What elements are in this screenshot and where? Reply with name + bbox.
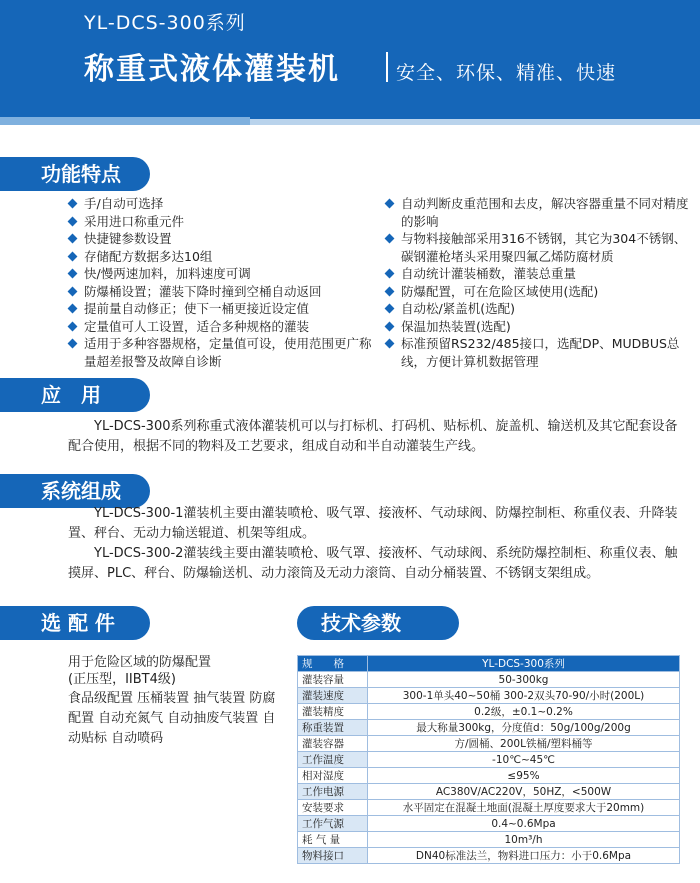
diamond-bullet-icon (68, 251, 78, 261)
feature-text: 自动松/紧盖机(选配) (401, 301, 515, 316)
accessory-line-2: (正压型，IIBT4级) (68, 672, 176, 687)
diamond-bullet-icon (385, 286, 395, 296)
feature-item (68, 230, 373, 248)
spec-row (298, 800, 680, 816)
feature-item (385, 318, 690, 336)
feature-text: 防爆桶设置；灌装下降时撞到空桶自动返回 (84, 283, 322, 299)
feature-list-left (68, 195, 373, 370)
spec-key: 灌装速度 (298, 688, 368, 704)
product-title: 称重式液体灌装机 (84, 52, 340, 87)
diamond-bullet-icon (68, 199, 78, 209)
header-stripe-dark (0, 117, 250, 125)
spec-value: 300-1单头40~50桶 300-2双头70-90/小时(200L) (368, 688, 680, 704)
feature-text: 采用进口称重元件 (84, 213, 185, 229)
spec-key: 灌装容器 (298, 736, 368, 752)
diamond-bullet-icon (385, 269, 395, 279)
spec-row (298, 672, 680, 688)
spec-value: 0.2级，±0.1~0.2% (368, 704, 680, 720)
spec-row (298, 688, 680, 704)
feature-list-right (385, 195, 690, 370)
spec-row (298, 768, 680, 784)
header-banner (0, 0, 700, 121)
spec-key: 称重装置 (298, 720, 368, 736)
feature-item (68, 213, 373, 231)
feature-item (68, 248, 373, 266)
spec-row (298, 784, 680, 800)
feature-text: 手/自动可选择 (84, 196, 164, 211)
feature-item (385, 230, 690, 265)
feature-item (68, 318, 373, 336)
section-title: 系统组成 (41, 479, 121, 503)
feature-item (68, 335, 373, 370)
diamond-bullet-icon (385, 339, 395, 349)
spec-key: 工作气源 (298, 816, 368, 832)
feature-text: 自动判断皮重范围和去皮，解决容器重量不同对精度的影响 (401, 196, 689, 229)
section-title: 技术参数 (321, 611, 401, 635)
spec-key: 耗 气 量 (298, 832, 368, 848)
diamond-bullet-icon (68, 216, 78, 226)
spec-key: 安装要求 (298, 800, 368, 816)
spec-header-value: YL-DCS-300系列 (368, 656, 680, 672)
feature-item (68, 195, 373, 213)
feature-text: 适用于多种容器规格，定量值可设，使用范围更广称量超差报警及故障自诊断 (84, 336, 372, 369)
series-title: YL-DCS-300系列 (84, 12, 246, 34)
feature-text: 保温加热装置(选配) (401, 318, 511, 334)
feature-text: 定量值可人工设置，适合多种规格的灌装 (84, 318, 310, 334)
spec-value: ≤95% (368, 768, 680, 784)
section-title: 应 用 (41, 383, 101, 407)
feature-item (385, 195, 690, 230)
spec-value: 50-300kg (368, 672, 680, 688)
accessory-line-3: 食品级配置 压桶装置 抽气装置 防腐配置 自动充氮气 自动抽废气装置 自动贴标 自动喷码 (68, 691, 276, 746)
feature-item (385, 265, 690, 283)
spec-key: 工作温度 (298, 752, 368, 768)
section-heading-accessories (0, 606, 150, 640)
diamond-bullet-icon (68, 286, 78, 296)
diamond-bullet-icon (385, 199, 395, 209)
spec-value: 最大称量300kg，分度值d：50g/100g/200g (368, 720, 680, 736)
spec-value: 水平固定在混凝土地面(混凝土厚度要求大于20mm) (368, 800, 680, 816)
system-paragraph-1: YL-DCS-300-1灌装机主要由灌装喷枪、吸气罩、接液杯、气动球阀、防爆控制柜、称重仪表、升降装置、秤台、无动力输送辊道、机架等组成。 (68, 506, 678, 541)
spec-row (298, 736, 680, 752)
spec-header-key: 规 格 (298, 656, 368, 672)
spec-value: -10℃~45℃ (368, 752, 680, 768)
application-text: YL-DCS-300系列称重式液体灌装机可以与打标机、打码机、贴标机、旋盖机、输送机及其它配套设备配合使用，根据不同的物料及工艺要求，组成自动和半自动灌装生产线。 (68, 419, 678, 454)
diamond-bullet-icon (385, 304, 395, 314)
spec-row (298, 720, 680, 736)
section-title: 选 配 件 (41, 611, 115, 635)
section-heading-specs (297, 606, 459, 640)
accessory-line-1: 用于危险区域的防爆配置 (68, 655, 212, 670)
diamond-bullet-icon (68, 321, 78, 331)
spec-row (298, 848, 680, 864)
spec-key: 物料接口 (298, 848, 368, 864)
feature-item (68, 265, 373, 283)
spec-table (297, 655, 680, 864)
spec-row (298, 832, 680, 848)
feature-item (68, 300, 373, 318)
section-heading-application (0, 378, 150, 412)
spec-key: 灌装精度 (298, 704, 368, 720)
spec-value: AC380V/AC220V，50HZ，<500W (368, 784, 680, 800)
spec-row (298, 704, 680, 720)
diamond-bullet-icon (68, 234, 78, 244)
feature-text: 自动统计灌装桶数，灌装总重量 (401, 266, 577, 281)
spec-value: 方/圆桶、200L铁桶/塑料桶等 (368, 736, 680, 752)
spec-key: 工作电源 (298, 784, 368, 800)
feature-item (385, 335, 690, 370)
diamond-bullet-icon (385, 321, 395, 331)
feature-text: 快捷键参数设置 (84, 231, 172, 246)
feature-item (385, 283, 690, 301)
section-title: 功能特点 (41, 162, 121, 186)
spec-value: 10m³/h (368, 832, 680, 848)
diamond-bullet-icon (385, 234, 395, 244)
feature-item (68, 283, 373, 301)
section-heading-features (0, 157, 150, 191)
diamond-bullet-icon (68, 269, 78, 279)
system-paragraph-2: YL-DCS-300-2灌装线主要由灌装喷枪、吸气罩、接液杯、气动球阀、系统防爆控制柜、称重仪表、触摸屏、PLC、秤台、防爆输送机、动力滚筒及无动力滚筒、自动分桶装置、不锈钢支架组成。 (68, 546, 678, 581)
spec-value: DN40标准法兰，物料进口压力：小于0.6Mpa (368, 848, 680, 864)
spec-row (298, 752, 680, 768)
title-divider (386, 52, 388, 82)
header-stripe-light (250, 119, 700, 125)
spec-header-row (298, 656, 680, 672)
diamond-bullet-icon (68, 339, 78, 349)
feature-text: 快/慢两速加料，加料速度可调 (84, 266, 251, 281)
spec-value: 0.4~0.6Mpa (368, 816, 680, 832)
spec-key: 灌装容量 (298, 672, 368, 688)
feature-text: 防爆配置，可在危险区域使用(选配) (401, 283, 599, 299)
diamond-bullet-icon (68, 304, 78, 314)
spec-key: 相对湿度 (298, 768, 368, 784)
feature-text: 存储配方数据多达10组 (84, 248, 213, 264)
spec-row (298, 816, 680, 832)
slogan: 安全、环保、精准、快速 (396, 62, 617, 84)
feature-text: 提前量自动修正；使下一桶更接近设定值 (84, 301, 310, 316)
feature-item (385, 300, 690, 318)
feature-text: 与物料接触部采用316不锈钢，其它为304不锈钢、碳钢灌枪堵头采用聚四氟乙烯防腐材质 (401, 231, 687, 264)
section-heading-system (0, 474, 150, 508)
feature-text: 标准预留RS232/485接口，选配DP、MUDBUS总线，方便计算机数据管理 (401, 336, 680, 369)
